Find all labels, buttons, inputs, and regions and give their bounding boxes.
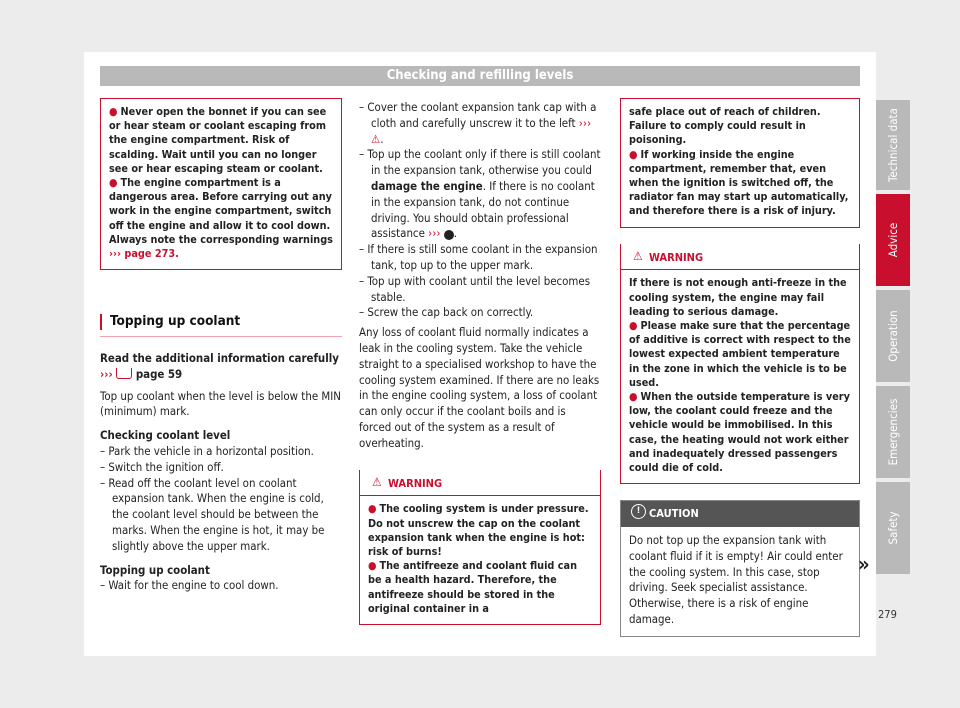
warning-intro: If there is not enough anti-freeze in the cooling system, the engine may fail leading to serious damage.	[629, 276, 847, 318]
column-1	[100, 98, 342, 594]
warning-text: safe place out of reach of children. Failure to comply could result in poisoning.	[629, 105, 821, 147]
warning-box	[359, 470, 601, 625]
chevron-ref-icon: ›››	[100, 366, 113, 381]
tab-technical-data[interactable]: Technical data	[876, 100, 910, 190]
warning-triangle-icon: ⚠	[371, 131, 381, 146]
chevron-ref-icon: ›››	[109, 247, 122, 261]
warning-triangle-icon: ⚠	[372, 474, 382, 489]
body-paragraph: Any loss of coolant fluid normally indicates a leak in the cooling system. Take the vehicle straight to a specialised workshop to have the cooling system examined. If there are no leaks in the engine cooling system, a loss of coolant can only occur if the coolant boils and is forced out of the system as a result of overheating.	[359, 325, 600, 450]
list-item: – Switch the ignition off.	[100, 459, 224, 474]
manual-page	[84, 52, 876, 656]
column-3	[620, 98, 860, 637]
book-icon	[116, 368, 132, 379]
chevron-ref-icon: ›››	[578, 115, 592, 130]
warning-header: ⚠ WARNING	[621, 244, 859, 271]
tab-safety[interactable]: Safety	[876, 482, 910, 574]
continue-arrow-icon: »	[858, 552, 870, 576]
warning-box	[620, 244, 860, 485]
bullet-icon: ●	[109, 176, 118, 190]
subheading: Topping up coolant	[100, 562, 210, 577]
section-title: Topping up coolant	[100, 314, 342, 337]
caution-text: Do not top up the expansion tank with coolant fluid if it is empty! Air could enter the cooling system. In this case, stop driving. Seek specialist assistance. Otherwise, there is a risk of engine damage.	[629, 533, 843, 627]
warning-item: ● Please make sure that the percentage of additive is correct with respect to the lowest expected ambient temperature in the zone in which the vehicle is to be used.	[629, 319, 851, 389]
intro-text: Top up coolant when the level is below the MIN (minimum) mark.	[100, 388, 341, 419]
page-ref-link[interactable]: page 59	[135, 366, 183, 381]
list-item: – If there is still some coolant in the expansion tank, top up to the upper mark.	[359, 242, 598, 272]
chevron-ref-icon: ›››	[428, 226, 441, 241]
list-item: – Screw the cap back on correctly.	[359, 305, 534, 320]
read-info-note: Read the additional information carefully ››› page 59	[100, 351, 339, 381]
bullet-icon: ●	[109, 105, 118, 118]
list-item: – Top up with coolant until the level becomes stable.	[359, 273, 591, 304]
list-item: – Cover the coolant expansion tank cap with a cloth and carefully unscrew it to the left ››› ⚠.	[359, 100, 597, 146]
tab-operation[interactable]: Operation	[876, 290, 910, 382]
bullet-icon: ●	[368, 502, 377, 516]
warning-item: ● If working inside the engine compartment, remember that, even when the ignition is switched off, the radiator fan may start up automatically, and therefore there is a risk of injury.	[629, 147, 849, 218]
warning-box-continued	[100, 98, 342, 270]
bullet-icon: ●	[629, 147, 638, 161]
warning-box-continued	[620, 98, 860, 228]
warning-header: ⚠ WARNING	[360, 470, 600, 497]
list-item: – Top up the coolant only if there is still coolant in the expansion tank, otherwise you could damage the engine. If there is no coolant in the expansion tank, do not continue driving. You should obtain professional assistance ››› ! .	[359, 147, 601, 241]
bullet-icon: ●	[368, 559, 377, 573]
list-item: – Wait for the engine to cool down.	[100, 578, 279, 593]
warning-item: ● The engine compartment is a dangerous area. Before carrying out any work in the engine compartment, switch off the engine and allow it to cool down. Always note the corresponding warnings ››› page 273.	[109, 176, 333, 261]
page-header: Checking and refilling levels	[100, 66, 860, 86]
bullet-icon: ●	[629, 319, 638, 333]
page-ref-link[interactable]: page 273.	[124, 247, 179, 261]
tab-advice[interactable]: Advice	[876, 194, 910, 286]
warning-item: ● Never open the bonnet if you can see or hear steam or coolant escaping from the engine compartment. Risk of scalding. Wait until you can no longer see or hear escaping steam or coolant.	[109, 105, 327, 175]
subheading: Checking coolant level	[100, 428, 231, 443]
list-item: – Read off the coolant level on coolant expansion tank. When the engine is cold, the coolant level should be between the marks. When the engine is hot, it may be slightly above the upper mark.	[100, 475, 325, 553]
warning-triangle-icon: ⚠	[633, 248, 643, 263]
info-icon: !	[631, 504, 646, 519]
column-2	[359, 100, 601, 625]
caution-box	[620, 500, 860, 637]
warning-item: ● The cooling system is under pressure. Do not unscrew the cap on the coolant expansion tank when the engine is hot: risk of burns!	[368, 502, 589, 558]
caution-header: ! CAUTION	[621, 501, 859, 527]
list-item: – Park the vehicle in a horizontal position.	[100, 444, 314, 459]
exclamation-icon: !	[444, 230, 454, 240]
warning-item: ● When the outside temperature is very low, the coolant could freeze and the vehicle would be immobilised. In this case, the heating would not work either and inadequately dressed passengers could die of cold.	[629, 390, 850, 475]
bullet-icon: ●	[629, 390, 638, 404]
side-tabs	[876, 100, 910, 578]
warning-item: ● The antifreeze and coolant fluid can be a health hazard. Therefore, the antifreeze should be stored in the original container in a	[368, 559, 577, 615]
page-number: 279	[878, 608, 897, 621]
tab-emergencies[interactable]: Emergencies	[876, 386, 910, 478]
